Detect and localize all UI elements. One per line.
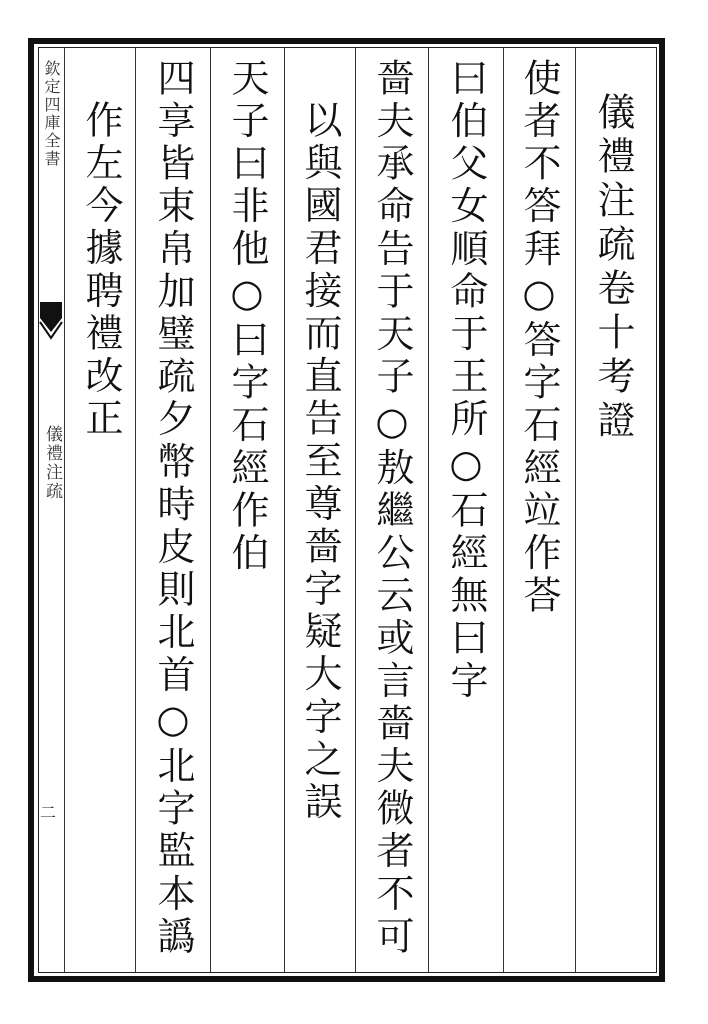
column-rule [284,47,285,973]
edge-book-title: 儀禮注疏 [42,425,62,501]
text-column: 嗇夫承命告于天子○敖繼公云或言嗇夫微者不可 [370,58,414,959]
column-rule [210,47,211,973]
text-column: 四享皆束帛加璧疏夕幣時皮則北首○北字監本譌 [151,58,195,959]
edge-collection-title: 欽定四庫全書 [42,60,61,168]
text-column: 使者不答拜○答字石經竝作荅 [517,58,561,618]
column-rule [503,47,504,973]
text-column: 曰伯父女順命于王所○石經無曰字 [444,58,488,703]
column-rule [135,47,136,973]
column-rule [64,47,65,973]
margin-strip [38,47,64,973]
column-rule [428,47,429,973]
page-number: 二 [40,803,57,822]
column-rule [575,47,576,973]
page-border-inner [38,47,657,973]
text-column: 以與國君接而直告至尊嗇字疑大字之誤 [298,100,342,825]
text-column: 天子曰非他○曰字石經作伯 [225,58,269,576]
text-column: 作左今據聘禮改正 [79,100,123,441]
fish-tail-mark-icon [38,300,64,340]
volume-title: 儀禮注疏卷十考證 [591,92,635,444]
column-rule [355,47,356,973]
